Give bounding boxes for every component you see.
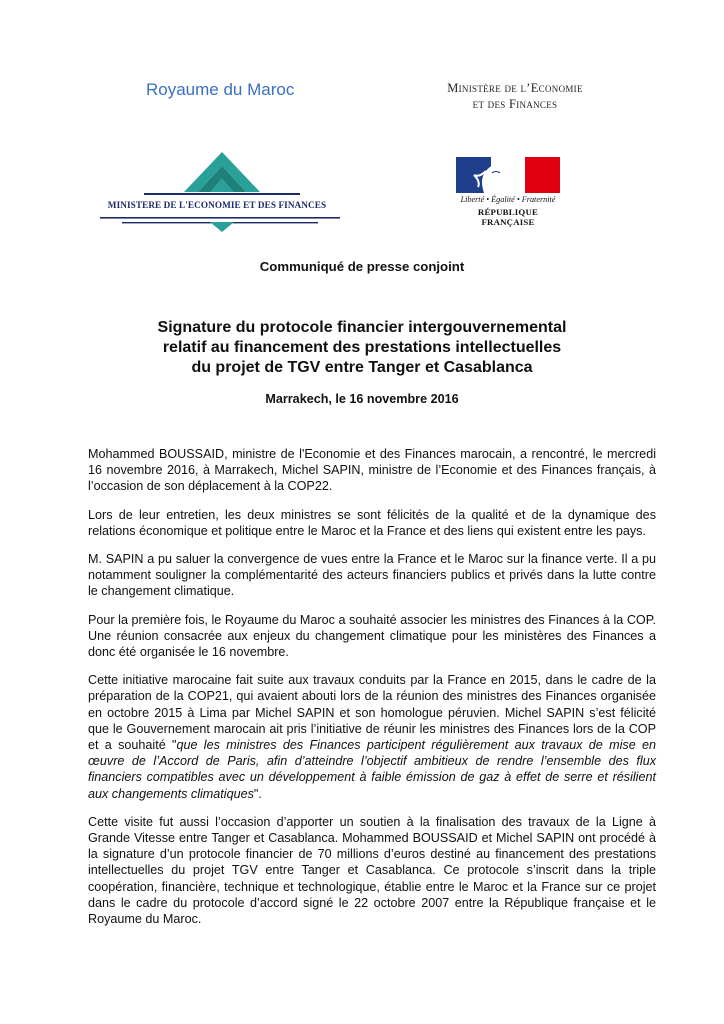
press-release-title: [90, 318, 634, 378]
french-republic-logo: [456, 157, 562, 227]
paragraph-3: M. SAPIN a pu saluer la convergence de vues entre la France et le Maroc sur la finance verte. Il a pu notamment souligner la complémentarité des acteurs financiers publics et privés dans la lutte contre le changement climatique.: [88, 552, 656, 599]
paragraph-5-quote: que les ministres des Finances participent régulièrement aux travaux de mise en œuvre de l’Accord de Paris, afin d’atteindre l’objectif ambitieux de rendre l’ensemble des flux financiers compatibles avec un développement à faible émission de gaz à effet de serre et résilient aux changements climatiques: [88, 738, 657, 801]
marianne-flag-icon: [456, 157, 560, 193]
ministry-right-line2: et des Finances: [472, 97, 558, 111]
press-release-body: [88, 446, 656, 939]
paragraph-1: Mohammed BOUSSAID, ministre de l'Economie et des Finances marocain, a rencontré, le mercredi 16 novembre 2016, à Marrakech, Michel SAPIN, ministre de l’Economie et des Finances français, à l’occasion de son déplacement à la COP22.: [88, 447, 656, 494]
paragraph-5: [88, 672, 656, 802]
title-line-1: Signature du protocole financier intergouvernemental: [157, 319, 567, 336]
moroccan-ministry-logo-text: MINISTERE DE L'ECONOMIE ET DES FINANCES: [107, 200, 327, 210]
ministry-right-line1: Ministère de l’Economie: [447, 81, 583, 95]
paragraph-5-start: Cette initiative marocaine fait suite aux travaux conduits par la France en 2015, dans le cadre de la préparation de la COP21, qui avaient abouti lors de la réunion des ministres des Finances organisée en octobre 2015 à Lima par Michel SAPIN et son homologue péruvien. Michel SAPIN s’est félicité que le Gouvernement marocain ait pris l’initiative de réunir les ministres des Finances lors de la COP et a souhaité ": [88, 673, 656, 753]
french-republic-name: RÉPUBLIQUE FRANÇAISE: [477, 207, 539, 227]
french-republic-motto: Liberté • Égalité • Fraternité: [460, 195, 556, 204]
title-line-2: relatif au financement des prestations intellectuelles: [162, 339, 562, 356]
kingdom-heading: Royaume du Maroc: [146, 80, 295, 99]
paragraph-6: Cette visite fut aussi l’occasion d’apporter un soutien à la finalisation des travaux de la Ligne à Grande Vitesse entre Tanger et Casablanca. Mohammed BOUSSAID et Michel SAPIN ont procédé à la signature d’un protocole financier de 70 millions d’euros destiné au financement des prestations intellectuelles du projet TGV entre Tanger et Casablanca. Ce protocole s’inscrit dans la triple coopération, financière, technique et technologique, établie entre le Maroc et la France sur ce projet dans le cadre du protocole d’accord signé le 22 octobre 2007 entre la République française et le Royaume du Maroc.: [88, 814, 656, 927]
paragraph-2: Lors de leur entretien, les deux ministres se sont félicités de la qualité et de la dynamique des relations économique et politique entre le Maroc et la France et des liens qui existent entre les pays.: [88, 507, 656, 538]
moroccan-ministry-emblem-icon: [92, 148, 352, 236]
ministry-right-heading: [400, 80, 630, 112]
title-line-3: du projet de TGV entre Tanger et Casablanca: [191, 359, 533, 376]
paragraph-5-end: ".: [253, 786, 262, 801]
moroccan-ministry-logo: [92, 148, 352, 236]
communique-label: Communiqué de presse conjoint: [259, 259, 465, 274]
paragraph-4: Pour la première fois, le Royaume du Maroc a souhaité associer les ministres des Finances à la COP. Une réunion consacrée aux enjeux du changement climatique pour les ministères des Finances a donc été organisée le 16 novembre.: [88, 612, 656, 660]
dateline: Marrakech, le 16 novembre 2016: [265, 392, 459, 406]
